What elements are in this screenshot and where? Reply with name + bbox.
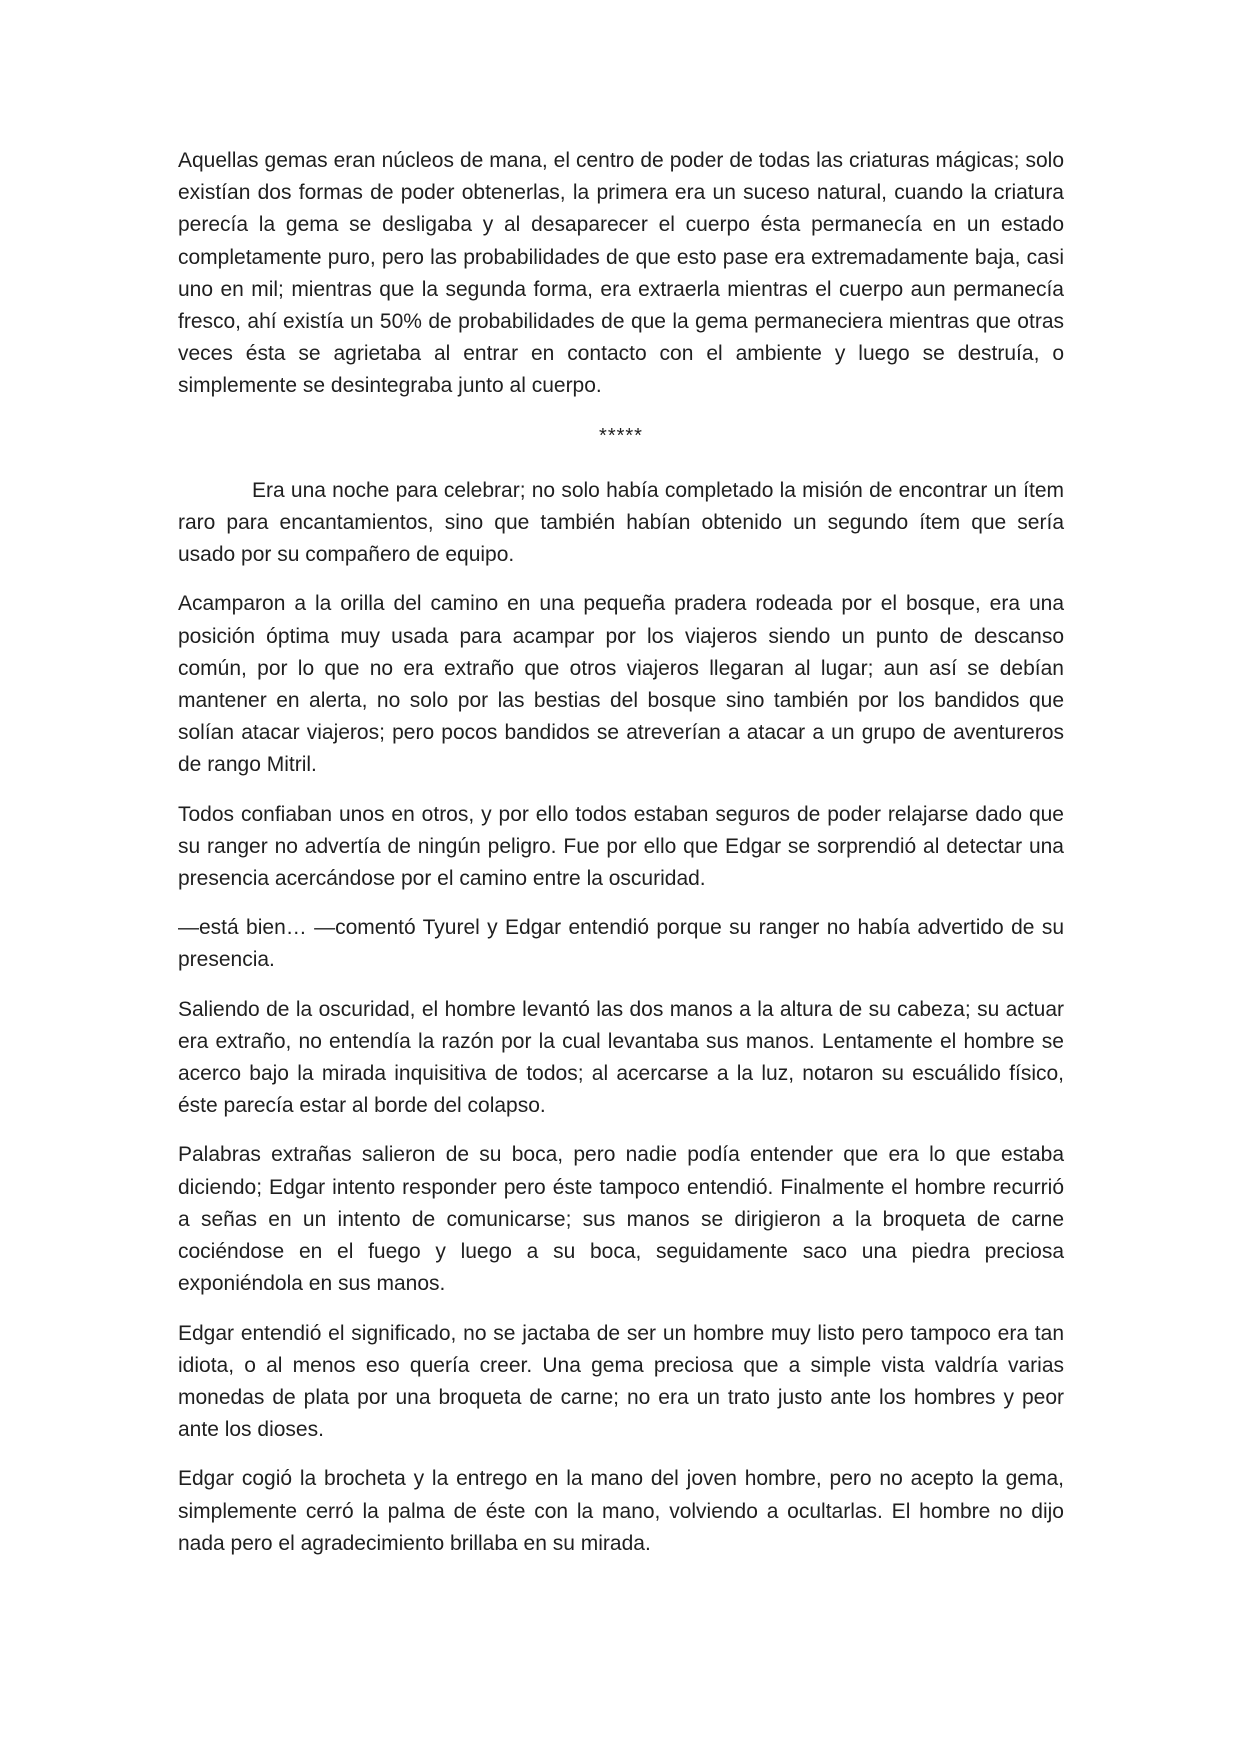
paragraph: Palabras extrañas salieron de su boca, pero nadie podía entender que era lo que estaba diciendo; Edgar intento responder pero éste tampoco entendió. Finalmente el hombre recurrió a señas en un intento de comunicarse; sus manos se dirigieron a la broqueta de carne cociéndose en el fuego y luego a su boca, seguidamente saco una piedra preciosa exponiéndola en sus manos. xyxy=(178,1143,1064,1296)
paragraph: Edgar cogió la brocheta y la entrego en la mano del joven hombre, pero no acepto la gema, simplemente cerró la palma de éste con la mano, volviendo a ocultarlas. El hombre no dijo nada pero el agradecimiento brillaba en su mirada. xyxy=(178,1467,1064,1555)
document-page xyxy=(178,145,1064,1577)
paragraph: Era una noche para celebrar; no solo había completado la misión de encontrar un ítem raro para encantamientos, sino que también habían obtenido un segundo ítem que sería usado por su compañero de equipo. xyxy=(178,478,1064,567)
paragraph: Acamparon a la orilla del camino en una pequeña pradera rodeada por el bosque, era una posición óptima muy usada para acampar por los viajeros siendo un punto de descanso común, por lo que no era extraño que otros viajeros llegaran al lugar; aun así se debían mantener en alerta, no solo por las bestias del bosque sino también por los bandidos que solían atacar viajeros; pero pocos bandidos se atreverían a atacar a un grupo de aventureros de rango Mitril. xyxy=(178,592,1064,777)
scene-separator: ***** xyxy=(599,424,643,447)
dialogue-paragraph: —está bien… —comentó Tyurel y Edgar entendió porque su ranger no había advertido de su presencia. xyxy=(178,916,1064,972)
paragraph: Saliendo de la oscuridad, el hombre levantó las dos manos a la altura de su cabeza; su actuar era extraño, no entendía la razón por la cual levantaba sus manos. Lentamente el hombre se acerco bajo la mirada inquisitiva de todos; al acercarse a la luz, notaron su escuálido físico, éste parecía estar al borde del colapso. xyxy=(178,997,1064,1118)
paragraph: Aquellas gemas eran núcleos de mana, el centro de poder de todas las criaturas mágicas; solo existían dos formas de poder obtenerlas, la primera era un suceso natural, cuando la criatura perecía la gema se desligaba y al desaparecer el cuerpo ésta permanecía en un estado completamente puro, pero las probabilidades de que esto pase era extremadamente baja, casi uno en mil; mientras que la segunda forma, era extraerla mientras el cuerpo aun permanecía fresco, ahí existía un 50% de probabilidades de que la gema permaneciera mientras que otras veces ésta se agrietaba al entrar en contacto con el ambiente y luego se destruía, o simplemente se desintegraba junto al cuerpo. xyxy=(178,149,1064,398)
paragraph: Todos confiaban unos en otros, y por ello todos estaban seguros de poder relajarse dado que su ranger no advertía de ningún peligro. Fue por ello que Edgar se sorprendió al detectar una presencia acercándose por el camino entre la oscuridad. xyxy=(178,802,1064,891)
paragraph: Edgar entendió el significado, no se jactaba de ser un hombre muy listo pero tampoco era tan idiota, o al menos eso quería creer. Una gema preciosa que a simple vista valdría varias monedas de plata por una broqueta de carne; no era un trato justo ante los hombres y peor ante los dioses. xyxy=(178,1321,1064,1442)
